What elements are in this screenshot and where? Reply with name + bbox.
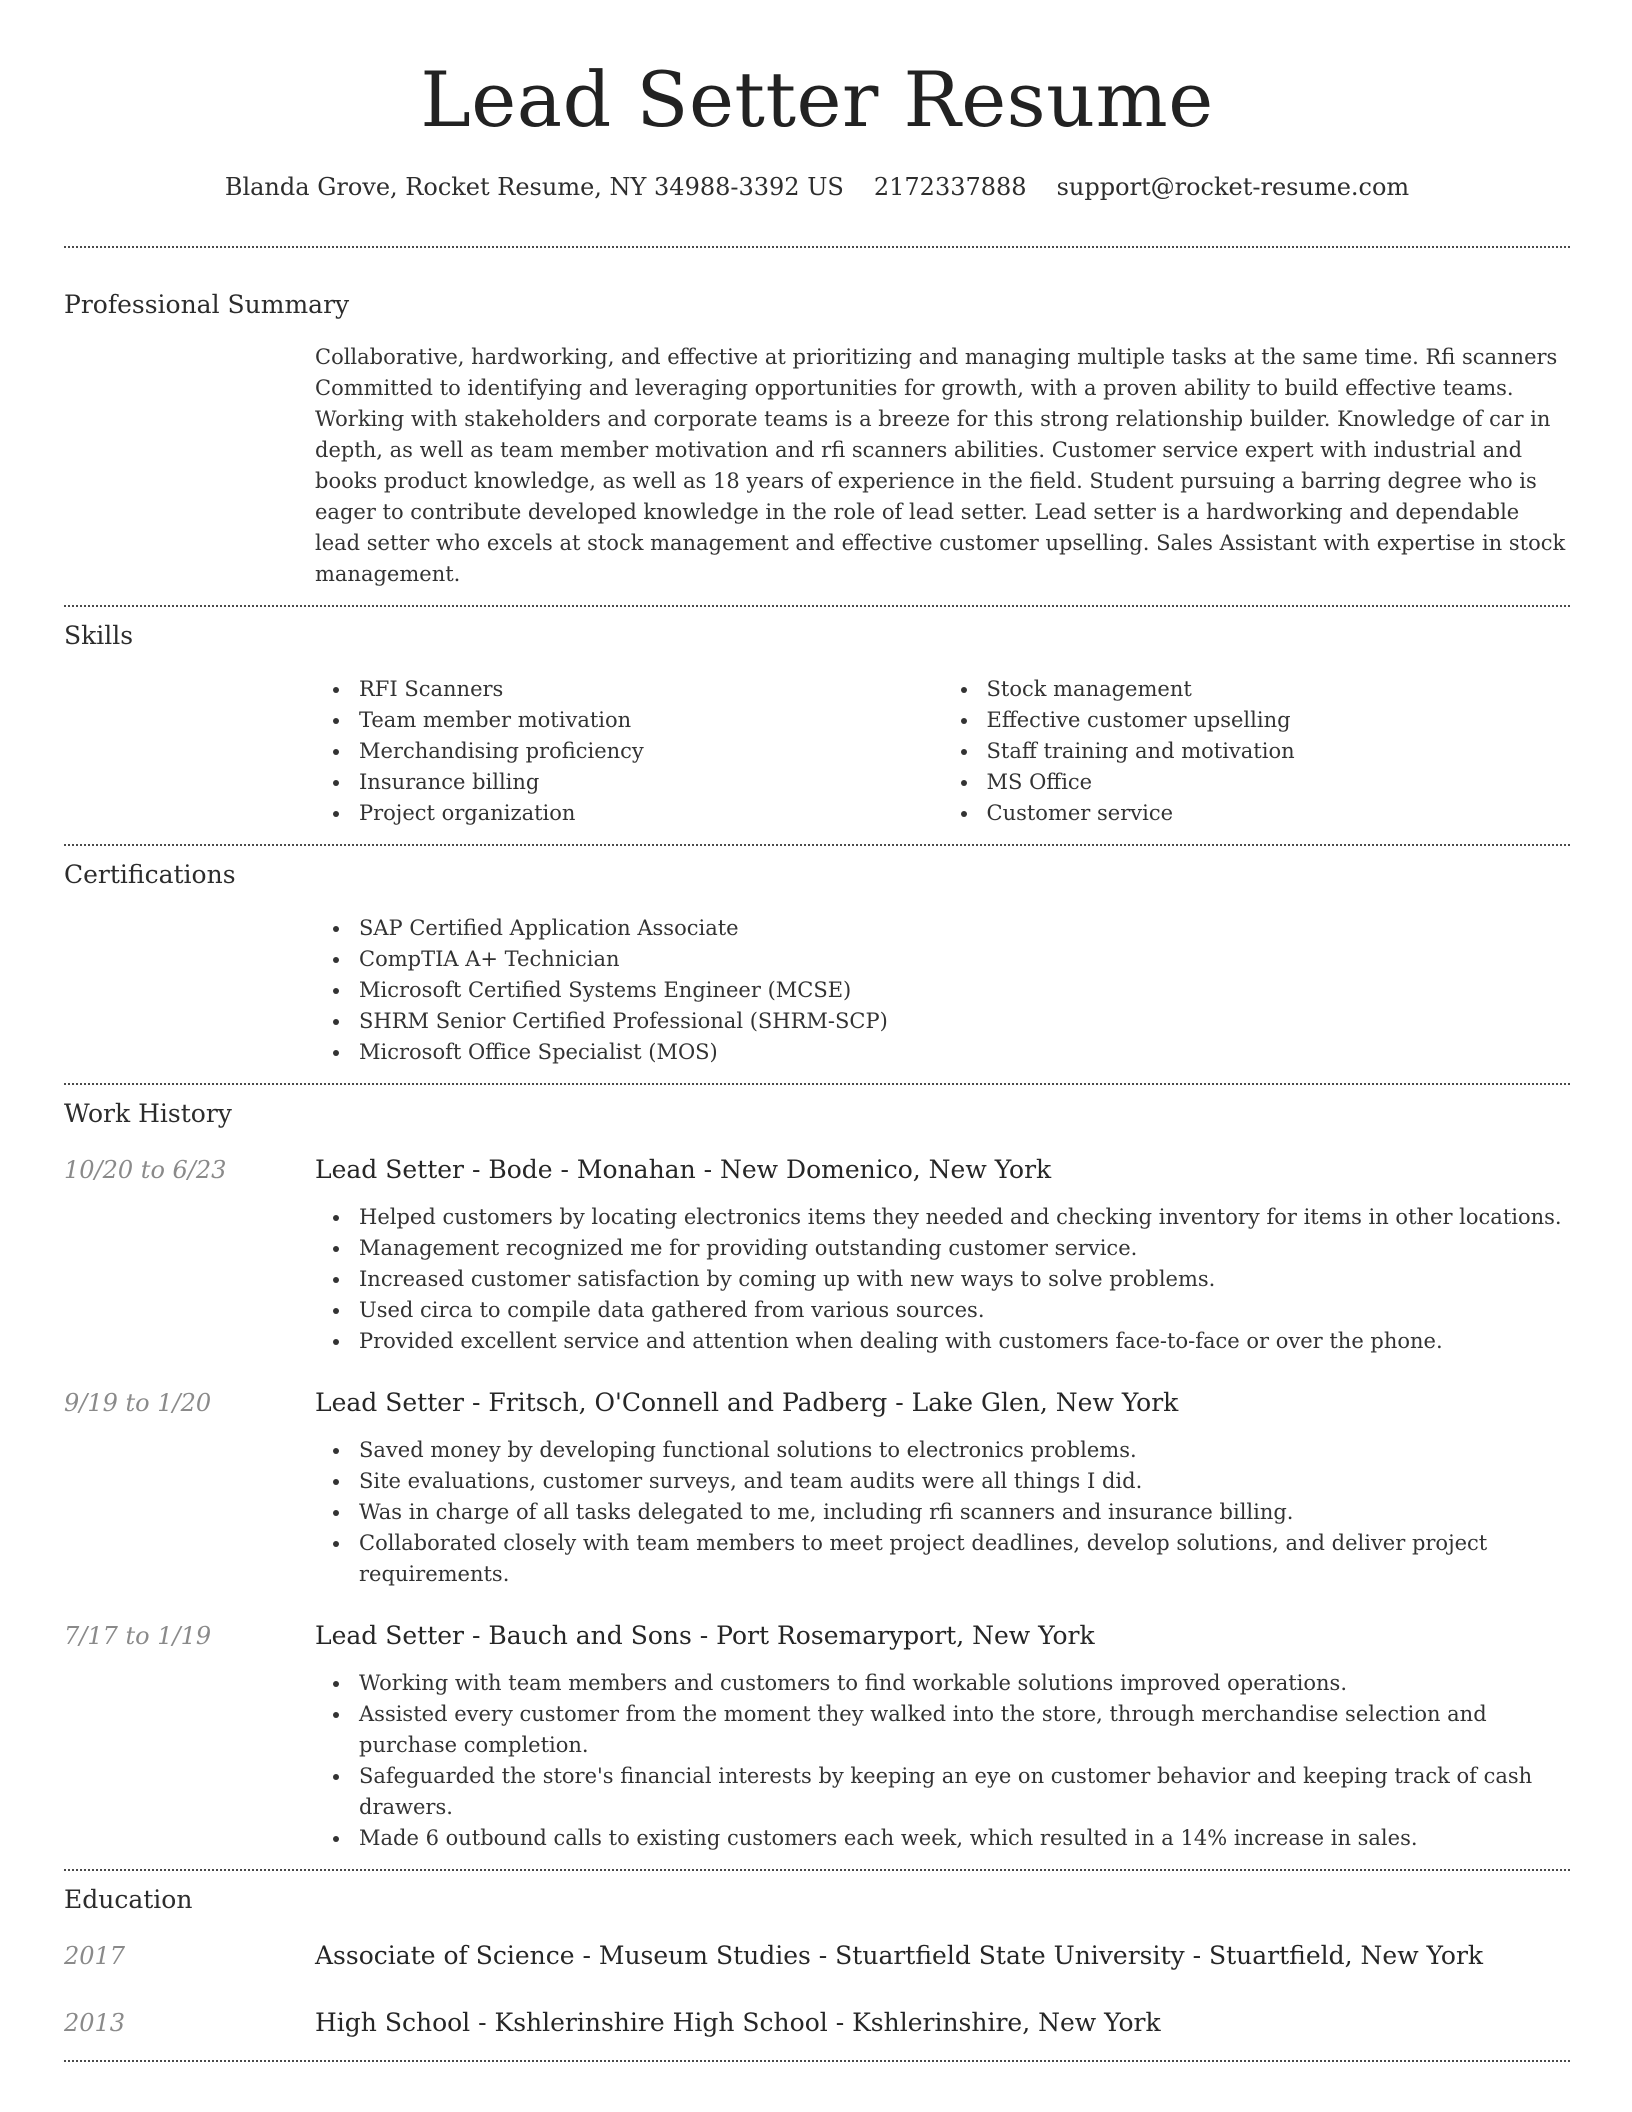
job-bullet: Made 6 outbound calls to existing customers each week, which resulted in a 14% increase in sales. [359, 1823, 1570, 1854]
contact-info [64, 170, 1570, 204]
skills-section [64, 619, 1570, 829]
work-history-heading: Work History [64, 1099, 232, 1128]
job-title: Lead Setter - Bauch and Sons - Port Rosemaryport, New York [315, 1621, 1095, 1650]
skill-item: Insurance billing [359, 767, 943, 798]
job-entry [64, 1386, 1570, 1590]
skills-list-right [943, 674, 1571, 829]
job-bullet: Used circa to compile data gathered from various sources. [359, 1295, 1570, 1326]
education-entry [64, 1939, 1570, 1973]
job-bullets [315, 1202, 1570, 1357]
job-bullet: Was in charge of all tasks delegated to me, including rfi scanners and insurance billing. [359, 1497, 1570, 1528]
summary-divider [64, 605, 1570, 607]
certifications-list [315, 913, 1570, 1068]
skill-item: Customer service [987, 798, 1571, 829]
certifications-section [64, 858, 1570, 1068]
summary-heading: Professional Summary [64, 290, 350, 319]
job-bullet: Safeguarded the store's financial interests by keeping an eye on customer behavior and keeping track of cash drawers. [359, 1761, 1570, 1823]
education-entry [64, 2006, 1570, 2040]
skill-item: RFI Scanners [359, 674, 943, 705]
header-divider [64, 246, 1570, 248]
job-bullet: Helped customers by locating electronics items they needed and checking inventory for items in other locations. [359, 1202, 1570, 1233]
certification-item: SHRM Senior Certified Professional (SHRM-SCP) [359, 1006, 1570, 1037]
job-bullet: Increased customer satisfaction by coming up with new ways to solve problems. [359, 1264, 1570, 1295]
job-entry [64, 1153, 1570, 1357]
job-dates: 10/20 to 6/23 [64, 1156, 227, 1184]
page-title: Lead Setter Resume [420, 55, 1214, 144]
skill-item: Merchandising proficiency [359, 736, 943, 767]
job-title: Lead Setter - Fritsch, O'Connell and Padberg - Lake Glen, New York [315, 1388, 1179, 1417]
skills-divider [64, 844, 1570, 846]
education-heading: Education [64, 1885, 193, 1914]
skill-item: Stock management [987, 674, 1571, 705]
job-entry [64, 1619, 1570, 1854]
job-bullets [315, 1668, 1570, 1854]
certification-item: CompTIA A+ Technician [359, 944, 1570, 975]
certifications-heading: Certifications [64, 860, 236, 889]
summary-section [64, 288, 1570, 590]
job-dates: 7/17 to 1/19 [64, 1622, 212, 1650]
job-bullet: Assisted every customer from the moment they walked into the store, through merchandise selection and purchase completion. [359, 1699, 1570, 1761]
job-bullets [315, 1435, 1570, 1590]
job-bullet: Working with team members and customers to find workable solutions improved operations. [359, 1668, 1570, 1699]
skill-item: Staff training and motivation [987, 736, 1571, 767]
contact-address: Blanda Grove, Rocket Resume, NY 34988-3392 US [224, 173, 844, 201]
resume-page [64, 0, 1570, 2062]
contact-email: support@rocket-resume.com [1056, 173, 1410, 201]
certification-item: SAP Certified Application Associate [359, 913, 1570, 944]
job-bullet: Provided excellent service and attention when dealing with customers face-to-face or over the phone. [359, 1326, 1570, 1357]
certification-item: Microsoft Certified Systems Engineer (MCSE) [359, 975, 1570, 1006]
certification-item: Microsoft Office Specialist (MOS) [359, 1037, 1570, 1068]
work-history-section [64, 1097, 1570, 1854]
skill-item: MS Office [987, 767, 1571, 798]
job-bullet: Management recognized me for providing outstanding customer service. [359, 1233, 1570, 1264]
education-title: High School - Kshlerinshire High School - Kshlerinshire, New York [315, 2008, 1161, 2037]
job-bullet: Saved money by developing functional solutions to electronics problems. [359, 1435, 1570, 1466]
education-year: 2013 [64, 2009, 126, 2037]
work-history-divider [64, 1869, 1570, 1871]
job-bullet: Site evaluations, customer surveys, and team audits were all things I did. [359, 1466, 1570, 1497]
education-year: 2017 [64, 1942, 126, 1970]
certifications-divider [64, 1083, 1570, 1085]
skill-item: Effective customer upselling [987, 705, 1571, 736]
summary-text: Collaborative, hardworking, and effective at prioritizing and managing multiple tasks at the same time. Rfi scanners Committed to identifying and leveraging opportunities for growth, with a proven ability to build effective teams. Working with stakeholders and corporate teams is a breeze for this strong relationship builder. Knowledge of car in depth, as well as team member motivation and rfi scanners abilities. Customer service expert with industrial and books product knowledge, as well as 18 years of experience in the field. Student pursuing a barring degree who is eager to contribute developed knowledge in the role of lead setter. Lead setter is a hardworking and dependable lead setter who excels at stock management and effective customer upselling. Sales Assistant with expertise in stock management. [315, 345, 1566, 586]
education-divider [64, 2060, 1570, 2062]
education-section [64, 1883, 1570, 2040]
contact-phone: 2172337888 [873, 173, 1027, 201]
skills-heading: Skills [64, 621, 134, 650]
skill-item: Project organization [359, 798, 943, 829]
skill-item: Team member motivation [359, 705, 943, 736]
skills-list-left [315, 674, 943, 829]
job-bullet: Collaborated closely with team members to meet project deadlines, develop solutions, and deliver project requirements. [359, 1528, 1570, 1590]
job-dates: 9/19 to 1/20 [64, 1389, 212, 1417]
education-title: Associate of Science - Museum Studies - Stuartfield State University - Stuartfield, New York [315, 1941, 1484, 1970]
job-title: Lead Setter - Bode - Monahan - New Domenico, New York [315, 1155, 1052, 1184]
